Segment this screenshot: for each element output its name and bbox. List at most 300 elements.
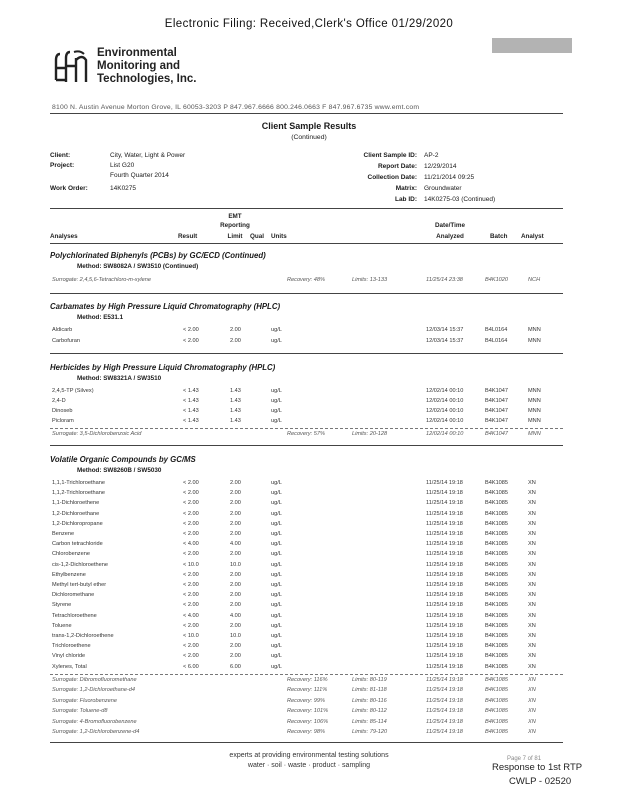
collection-date-value: 11/21/2014 09:25 (424, 174, 475, 181)
table-row (0, 623, 618, 633)
analyte-batch: B4K1047 (485, 418, 509, 424)
surrogate-row (0, 708, 618, 718)
analyte-date: 12/02/14 00:10 (426, 408, 464, 414)
analyte-reporting-limit: 2.00 (230, 602, 241, 609)
surrogate-row (0, 431, 618, 441)
analyte-result: < 1.43 (183, 408, 199, 414)
analyte-result: < 1.43 (183, 388, 199, 394)
analyte-analyst: XN (528, 602, 536, 609)
col-analyzed-header: Analyzed (436, 233, 464, 240)
analyte-reporting-limit: 4.00 (230, 612, 241, 619)
analyte-analyst: XN (528, 561, 536, 568)
analyte-batch: B4K1085 (485, 490, 509, 497)
analyte-result: < 2.00 (183, 327, 199, 333)
analyte-units: ug/L (271, 500, 282, 507)
analyte-reporting-limit: 2.00 (230, 520, 241, 527)
info-divider (50, 208, 563, 209)
analyte-result: < 2.00 (183, 480, 199, 486)
analyte-reporting-limit: 4.00 (230, 541, 241, 548)
surrogate-analyst: XN (528, 677, 536, 683)
analyte-reporting-limit: 2.00 (230, 551, 241, 558)
surrogate-batch: B4K1085 (485, 718, 509, 725)
analyte-result: < 2.00 (183, 602, 199, 609)
analyte-result: < 10.0 (183, 633, 199, 639)
analyte-units: ug/L (271, 490, 282, 497)
surrogate-batch: B4K1047 (485, 431, 509, 437)
surrogate-limits: Limits: 13-133 (352, 277, 388, 283)
analyte-batch: B4K1085 (485, 551, 509, 558)
analyte-result: < 2.00 (183, 582, 199, 588)
lab-id-label: Lab ID: (394, 196, 417, 203)
analyte-name: 1,1-Dichloroethene (52, 500, 100, 507)
report-subtitle: (Continued) (291, 134, 327, 141)
analyte-name: 2,4,5-TP (Silvex) (52, 388, 94, 394)
analyte-reporting-limit: 2.00 (230, 480, 241, 486)
table-row (0, 500, 618, 510)
analyte-name: Picloram (52, 418, 74, 424)
analyte-result: < 10.0 (183, 561, 199, 568)
table-row (0, 511, 618, 521)
client-value: City, Water, Light & Power (110, 152, 186, 159)
client-sample-id-label: Client Sample ID: (363, 152, 417, 159)
analyte-units: ug/L (271, 643, 282, 650)
section-method-vocs: Method: SW8260B / SW5030 (77, 467, 162, 474)
analyte-date: 11/25/14 19:18 (426, 643, 463, 650)
company-name-line1: Environmental (97, 47, 177, 59)
analyte-date: 11/25/14 19:18 (426, 480, 463, 486)
col-batch-header: Batch (490, 233, 508, 240)
footer-divider (50, 742, 563, 743)
analyte-analyst: XN (528, 541, 536, 548)
client-label: Client: (50, 152, 71, 159)
section-method-carbamates: Method: E531.1 (77, 314, 124, 321)
surrogate-row (0, 687, 618, 697)
analyte-date: 11/25/14 19:18 (426, 653, 463, 660)
analyte-batch: B4K1085 (485, 571, 509, 578)
analyte-batch: B4K1085 (485, 510, 509, 517)
surrogate-batch: B4K1085 (485, 729, 509, 735)
analyte-name: Aldicarb (52, 327, 73, 333)
surrogate-limits: Limits: 80-116 (352, 697, 387, 704)
surrogate-limits: Limits: 85-114 (352, 718, 387, 725)
analyte-reporting-limit: 2.00 (230, 338, 241, 344)
analyte-reporting-limit: 2.00 (230, 500, 241, 507)
company-name-line2: Monitoring and (97, 60, 181, 72)
analyte-name: Styrene (52, 602, 72, 609)
surrogate-recovery: Recovery: 98% (287, 729, 325, 735)
section-divider (50, 353, 563, 354)
section-method-herbicides: Method: SW8321A / SW3510 (77, 375, 162, 382)
surrogate-batch: B4K1085 (485, 708, 509, 715)
section-divider (50, 293, 563, 294)
analyte-name: 1,1,1-Trichloroethane (52, 480, 105, 486)
analyte-units: ug/L (271, 398, 282, 404)
surrogate-name: Surrogate: Dibromofluoromethane (52, 677, 137, 683)
analyte-batch: B4K1085 (485, 582, 509, 588)
table-row (0, 643, 618, 653)
analyte-reporting-limit: 2.00 (230, 327, 241, 333)
section-divider (50, 445, 563, 446)
analyte-date: 11/25/14 19:18 (426, 663, 463, 670)
surrogate-recovery: Recovery: 106% (287, 718, 329, 725)
surrogate-name: Surrogate: 3,5-Dichlorobenzoic Acid (52, 431, 142, 437)
analyte-units: ug/L (271, 327, 282, 333)
analyte-batch: B4K1085 (485, 663, 509, 670)
analyte-batch: B4K1085 (485, 633, 509, 639)
surrogate-analyst: XN (528, 687, 536, 694)
table-row (0, 582, 618, 592)
section-title-carbamates: Carbamates by High Pressure Liquid Chromatography (HPLC) (50, 302, 281, 311)
analyte-result: < 2.00 (183, 531, 199, 537)
analyte-name: Dinoseb (52, 408, 73, 414)
surrogate-name: Surrogate: Fluorobenzene (52, 697, 117, 704)
surrogate-recovery: Recovery: 111% (287, 687, 328, 694)
report-title: Client Sample Results (261, 121, 357, 131)
section-title-herbicides: Herbicides by High Pressure Liquid Chromatography (HPLC) (50, 363, 276, 372)
table-row (0, 408, 618, 418)
analyte-analyst: XN (528, 500, 536, 507)
analyte-analyst: MNN (528, 388, 541, 394)
analyte-batch: B4K1085 (485, 531, 509, 537)
analyte-name: Trichloroethene (52, 643, 91, 650)
analyte-batch: B4K1085 (485, 622, 509, 629)
analyte-result: < 2.00 (183, 551, 199, 558)
analyte-name: Methyl tert-butyl ether (52, 582, 107, 588)
analyte-batch: B4K1047 (485, 398, 509, 404)
analyte-reporting-limit: 2.00 (230, 592, 241, 599)
analyte-batch: B4K1047 (485, 388, 509, 394)
surrogate-date: 11/25/14 23:38 (426, 277, 463, 283)
analyte-batch: B4K1085 (485, 612, 509, 619)
column-header-divider (50, 243, 563, 244)
table-row (0, 531, 618, 541)
analyte-date: 12/03/14 15:37 (426, 327, 464, 333)
analyte-date: 12/02/14 00:10 (426, 418, 464, 424)
surrogate-recovery: Recovery: 48% (287, 277, 325, 283)
analyte-result: < 2.00 (183, 643, 199, 650)
analyte-name: Chlorobenzene (52, 551, 90, 558)
lab-id-value: 14K0275-03 (Continued) (424, 196, 496, 203)
analyte-reporting-limit: 2.00 (230, 653, 241, 660)
header-divider (50, 113, 563, 114)
surrogate-limits: Limits: 81-118 (352, 687, 387, 694)
analyte-result: < 1.43 (183, 418, 199, 424)
surrogate-date: 11/25/14 19:18 (426, 729, 463, 735)
surrogate-date: 11/25/14 19:18 (426, 708, 463, 715)
table-row (0, 480, 618, 490)
analyte-batch: B4K1085 (485, 480, 509, 486)
analyte-reporting-limit: 1.43 (230, 408, 241, 414)
analyte-analyst: XN (528, 510, 536, 517)
table-row (0, 327, 618, 337)
company-address: 8100 N. Austin Avenue Morton Grove, IL 60053-3203 P 847.967.6666 800.246.0663 F 847.967.6735 www.emt.com (52, 104, 420, 111)
analyte-result: < 2.00 (183, 571, 199, 578)
analyte-date: 11/25/14 19:18 (426, 622, 463, 629)
analyte-batch: B4L0164 (485, 338, 508, 344)
analyte-units: ug/L (271, 622, 282, 629)
footer-line2: water · soil · waste · product · sampling (247, 762, 371, 769)
analyte-analyst: XN (528, 480, 536, 486)
analyte-units: ug/L (271, 480, 282, 486)
bates-number: CWLP - 02520 (509, 776, 572, 787)
analyte-batch: B4K1085 (485, 592, 509, 599)
footer-line1: experts at providing environmental testing solutions (229, 752, 389, 759)
company-name-line3: Technologies, Inc. (97, 73, 197, 85)
analyte-units: ug/L (271, 663, 282, 670)
matrix-value: Groundwater (424, 185, 462, 192)
analyte-reporting-limit: 2.00 (230, 490, 241, 497)
col-result-header: Result (178, 233, 198, 240)
analyte-name: trans-1,2-Dichloroethene (52, 633, 114, 639)
surrogate-name: Surrogate: 4-Bromofluorobenzene (52, 718, 137, 725)
col-datetime-header: Date/Time (435, 222, 465, 229)
analyte-analyst: XN (528, 551, 536, 558)
analyte-date: 11/25/14 19:18 (426, 633, 463, 639)
work-order-label: Work Order: (50, 185, 88, 192)
table-row (0, 664, 618, 674)
project-label: Project: (50, 162, 75, 169)
surrogate-date: 11/25/14 19:18 (426, 687, 463, 694)
analyte-batch: B4K1085 (485, 653, 509, 660)
col-qual-header: Qual (250, 233, 264, 240)
analyte-reporting-limit: 1.43 (230, 388, 241, 394)
surrogate-recovery: Recovery: 101% (287, 708, 329, 715)
analyte-units: ug/L (271, 582, 282, 588)
analyte-reporting-limit: 6.00 (230, 663, 241, 670)
analyte-units: ug/L (271, 633, 282, 639)
surrogate-recovery: Recovery: 116% (287, 677, 328, 683)
surrogate-limits: Limits: 80-119 (352, 677, 387, 683)
analyte-date: 11/25/14 19:18 (426, 520, 463, 527)
analyte-batch: B4K1085 (485, 541, 509, 548)
surrogate-batch: B4K1085 (485, 697, 509, 704)
analyte-analyst: XN (528, 571, 536, 578)
analyte-name: Toluene (52, 622, 72, 629)
section-title-pcbs: Polychlorinated Biphenyls (PCBs) by GC/ECD (Continued) (50, 251, 266, 260)
analyte-batch: B4K1047 (485, 408, 509, 414)
surrogate-row (0, 277, 618, 287)
analyte-date: 11/25/14 19:18 (426, 541, 463, 548)
analyte-name: Vinyl chloride (52, 653, 86, 660)
table-row (0, 521, 618, 531)
analyte-result: < 2.00 (183, 500, 199, 507)
surrogate-batch: B4K1085 (485, 687, 509, 694)
surrogate-date: 11/25/14 19:18 (426, 697, 463, 704)
analyte-date: 11/25/14 19:18 (426, 510, 463, 517)
surrogate-limits: Limits: 79-120 (352, 729, 388, 735)
col-units-header: Units (271, 233, 287, 240)
table-row (0, 388, 618, 398)
analyte-analyst: MNN (528, 398, 541, 404)
analyte-units: ug/L (271, 592, 282, 599)
analyte-analyst: XN (528, 531, 536, 537)
analyte-batch: B4K1085 (485, 561, 509, 568)
table-row (0, 418, 618, 428)
analyte-batch: B4K1085 (485, 500, 509, 507)
analyte-reporting-limit: 1.43 (230, 398, 241, 404)
table-row (0, 551, 618, 561)
table-row (0, 633, 618, 643)
analyte-analyst: MNN (528, 327, 541, 333)
analyte-batch: B4K1085 (485, 643, 509, 650)
analyte-date: 11/25/14 19:18 (426, 612, 463, 619)
analyte-name: Carbofuran (52, 338, 80, 344)
surrogate-row (0, 719, 618, 729)
col-limit-header: Limit (227, 233, 243, 240)
analyte-result: < 4.00 (183, 541, 199, 548)
table-row (0, 592, 618, 602)
surrogate-analyst: NCH (528, 277, 541, 283)
response-label: Response to 1st RTP (492, 762, 583, 773)
surrogate-analyst: XN (528, 697, 536, 704)
analyte-name: 1,2-Dichloroethane (52, 510, 100, 517)
report-date-value: 12/29/2014 (424, 163, 457, 170)
analyte-date: 12/02/14 00:10 (426, 398, 464, 404)
analyte-result: < 1.43 (183, 398, 199, 404)
analyte-reporting-limit: 2.00 (230, 582, 241, 588)
report-date-label: Report Date: (377, 163, 417, 170)
analyte-name: 1,2-Dichloropropane (52, 520, 103, 527)
analyte-name: Benzene (52, 531, 75, 537)
analyte-units: ug/L (271, 602, 282, 609)
analyte-batch: B4K1085 (485, 520, 509, 527)
col-emt-header: EMT (228, 213, 242, 220)
analyte-reporting-limit: 1.43 (230, 418, 241, 424)
redacted-stamp (492, 38, 572, 53)
table-row (0, 613, 618, 623)
matrix-label: Matrix: (395, 185, 417, 192)
analyte-units: ug/L (271, 541, 282, 548)
collection-date-label: Collection Date: (367, 174, 417, 181)
table-row (0, 602, 618, 612)
analyte-reporting-limit: 10.0 (230, 561, 241, 568)
work-order-value: 14K0275 (110, 185, 137, 192)
analyte-result: < 2.00 (183, 520, 199, 527)
analyte-date: 12/03/14 15:37 (426, 338, 464, 344)
analyte-date: 11/25/14 19:18 (426, 592, 463, 599)
analyte-name: Dichloromethane (52, 592, 95, 599)
analyte-analyst: MNN (528, 408, 541, 414)
analyte-name: Ethylbenzene (52, 571, 86, 578)
analyte-reporting-limit: 2.00 (230, 643, 241, 650)
surrogate-batch: B4K1085 (485, 677, 509, 683)
analyte-name: cis-1,2-Dichloroethene (52, 561, 108, 568)
analyte-reporting-limit: 2.00 (230, 510, 241, 517)
analyte-date: 11/25/14 19:18 (426, 582, 463, 588)
analyte-analyst: XN (528, 592, 536, 599)
surrogate-name: Surrogate: 2,4,5,6-Tetrachloro-m-xylene (52, 277, 151, 283)
analyte-date: 11/25/14 19:18 (426, 571, 463, 578)
analyte-result: < 6.00 (183, 663, 199, 670)
analyte-analyst: MNN (528, 338, 541, 344)
surrogate-batch: B4K1020 (485, 277, 509, 283)
analyte-date: 12/02/14 00:10 (426, 388, 464, 394)
page-number: Page 7 of 81 (507, 756, 542, 762)
analyte-name: Carbon tetrachloride (52, 541, 103, 548)
analyte-name: Tetrachloroethene (52, 612, 97, 619)
surrogate-divider (50, 428, 563, 429)
analyte-date: 11/25/14 19:18 (426, 500, 463, 507)
surrogate-row (0, 698, 618, 708)
surrogate-limits: Limits: 20-128 (352, 431, 388, 437)
col-analyses-header: Analyses (50, 233, 78, 240)
analyte-result: < 2.00 (183, 592, 199, 599)
analyte-reporting-limit: 2.00 (230, 531, 241, 537)
analyte-reporting-limit: 2.00 (230, 571, 241, 578)
table-row (0, 572, 618, 582)
analyte-analyst: MNN (528, 418, 541, 424)
surrogate-analyst: XN (528, 718, 536, 725)
analyte-analyst: XN (528, 520, 536, 527)
analyte-analyst: XN (528, 582, 536, 588)
analyte-analyst: XN (528, 490, 536, 497)
analyte-batch: B4L0164 (485, 327, 508, 333)
analyte-result: < 2.00 (183, 490, 199, 497)
surrogate-row (0, 729, 618, 739)
analyte-units: ug/L (271, 338, 282, 344)
analyte-units: ug/L (271, 551, 282, 558)
analyte-units: ug/L (271, 531, 282, 537)
analyte-analyst: XN (528, 663, 536, 670)
company-name (97, 47, 196, 86)
company-logo-icon (52, 48, 92, 86)
surrogate-divider (50, 674, 563, 675)
analyte-name: Xylenes, Total (52, 663, 87, 670)
surrogate-name: Surrogate: Toluene-d8 (52, 708, 108, 715)
surrogate-analyst: XN (528, 729, 536, 735)
analyte-name: 2,4-D (52, 398, 66, 404)
section-title-vocs: Volatile Organic Compounds by GC/MS (50, 455, 196, 464)
col-analyst-header: Analyst (521, 233, 544, 240)
surrogate-recovery: Recovery: 99% (287, 697, 325, 704)
table-row (0, 490, 618, 500)
analyte-analyst: XN (528, 643, 536, 650)
surrogate-name: Surrogate: 1,2-Dichloroethane-d4 (52, 687, 136, 694)
analyte-units: ug/L (271, 408, 282, 414)
surrogate-recovery: Recovery: 57% (287, 431, 325, 437)
surrogate-date: 12/02/14 00:10 (426, 431, 464, 437)
analyte-units: ug/L (271, 612, 282, 619)
analyte-reporting-limit: 10.0 (230, 633, 241, 639)
surrogate-limits: Limits: 80-112 (352, 708, 387, 715)
surrogate-row (0, 677, 618, 687)
col-reporting-header: Reporting (220, 222, 250, 229)
analyte-name: 1,1,2-Trichloroethane (52, 490, 105, 497)
analyte-date: 11/25/14 19:18 (426, 490, 463, 497)
project-value: List G20 (110, 162, 135, 169)
analyte-units: ug/L (271, 520, 282, 527)
analyte-date: 11/25/14 19:18 (426, 602, 463, 609)
surrogate-analyst: MNN (528, 431, 541, 437)
analyte-units: ug/L (271, 388, 282, 394)
analyte-result: < 2.00 (183, 338, 199, 344)
surrogate-date: 11/25/14 19:18 (426, 718, 463, 725)
analyte-date: 11/25/14 19:18 (426, 551, 463, 558)
table-row (0, 338, 618, 348)
analyte-reporting-limit: 2.00 (230, 622, 241, 629)
analyte-analyst: XN (528, 653, 536, 660)
analyte-analyst: XN (528, 622, 536, 629)
table-row (0, 562, 618, 572)
analyte-analyst: XN (528, 612, 536, 619)
surrogate-date: 11/25/14 19:18 (426, 677, 463, 683)
project-period-value: Fourth Quarter 2014 (110, 172, 169, 179)
analyte-units: ug/L (271, 418, 282, 424)
analyte-date: 11/25/14 19:18 (426, 561, 463, 568)
analyte-date: 11/25/14 19:18 (426, 531, 463, 537)
section-method-pcbs: Method: SW8082A / SW3510 (Continued) (77, 263, 199, 270)
analyte-units: ug/L (271, 653, 282, 660)
